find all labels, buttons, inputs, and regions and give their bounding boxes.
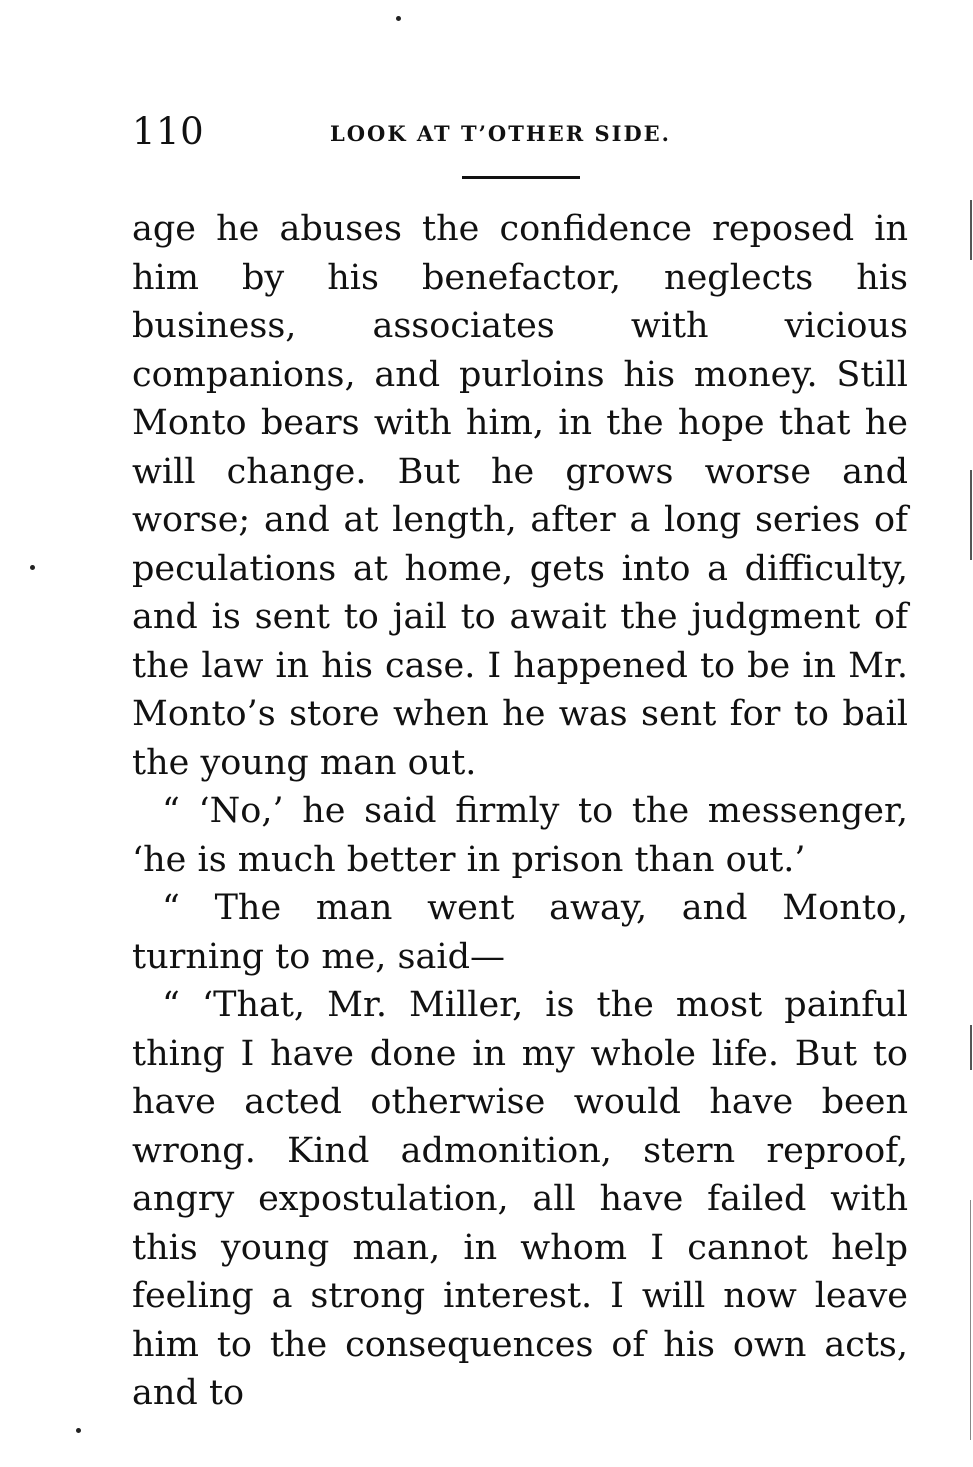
scan-speck-top: [396, 16, 401, 21]
page-header: [132, 108, 908, 156]
scan-speck-left: [30, 565, 35, 570]
body-text: [132, 205, 908, 1418]
scan-edge-mark-4: [970, 1200, 971, 1440]
scan-edge-mark-3: [970, 1025, 972, 1070]
scan-edge-mark-2: [970, 470, 972, 560]
running-head: LOOK AT T’OTHER SIDE.: [330, 121, 671, 146]
paragraph-4: “ ‘That, Mr. Miller, is the most painful thing I have done in my whole life. But to have acted otherwise would have been wrong. Kind admonition, stern reproof, angry expostulation, all have failed with this young man, in whom I cannot help feeling a strong interest. I will now leave him to the consequences of his own acts, and to: [132, 985, 908, 1413]
scan-speck-bottom: [76, 1428, 81, 1433]
page-number: 110: [132, 110, 205, 153]
paragraph-1: age he abuses the confidence reposed in him by his benefactor, neglects his business, associates with vicious companions, and purloins his money. Still Monto bears with him, in the hope that he will change. But he grows worse and worse; and at length, after a long series of peculations at home, gets into a difficulty, and is sent to jail to await the judgment of the law in his case. I happened to be in Mr. Monto’s store when he was sent for to bail the young man out.: [132, 209, 908, 783]
header-rule: [462, 176, 580, 179]
paragraph-3: “ The man went away, and Monto, turning to me, said—: [132, 888, 908, 977]
scan-edge-mark-1: [970, 200, 972, 260]
paragraph-2: “ ‘No,’ he said firmly to the messenger, ‘he is much better in prison than out.’: [132, 791, 908, 880]
